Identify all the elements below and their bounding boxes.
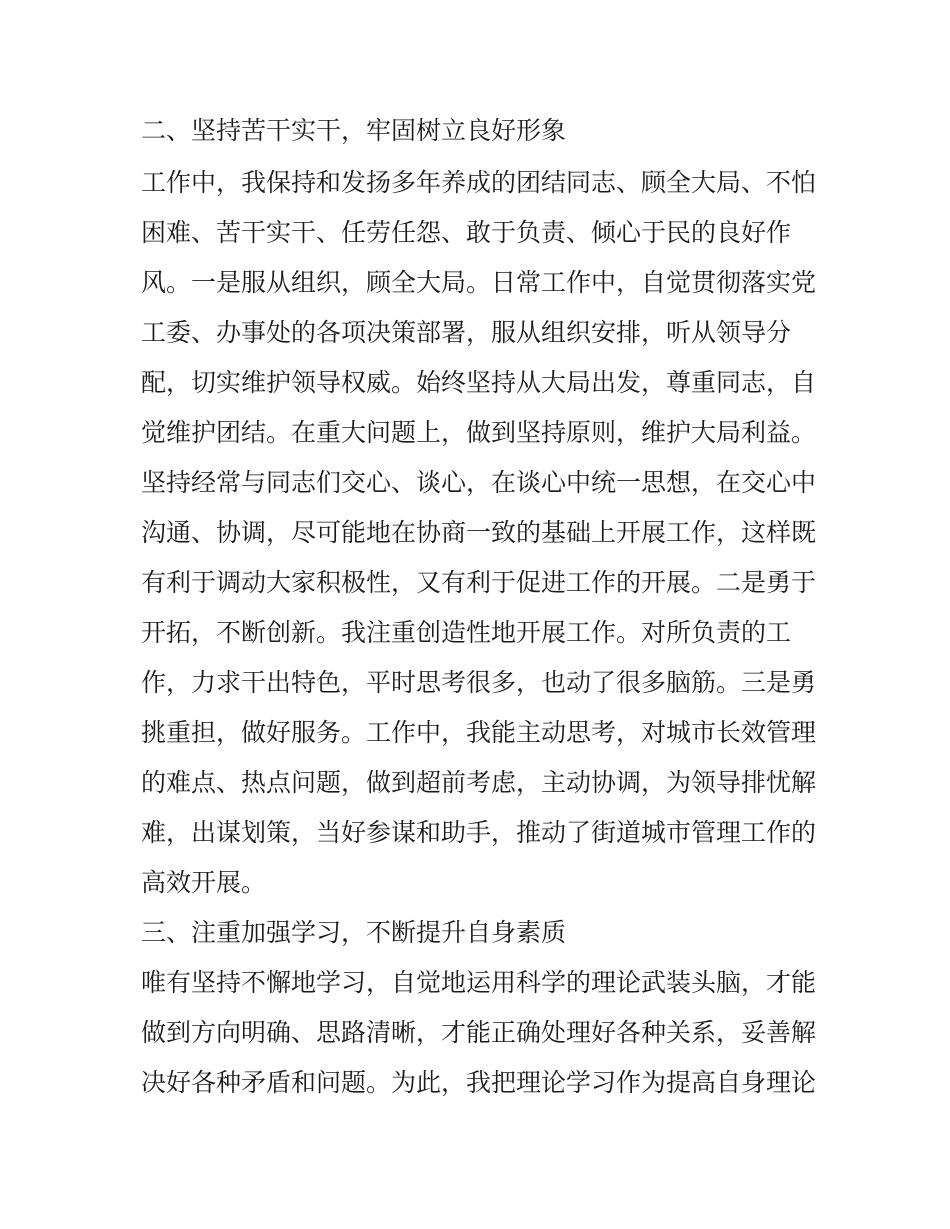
body-text-line: 挑重担，做好服务。工作中，我能主动思考，对城市长效管理 xyxy=(141,718,817,747)
body-text-line: 风。一是服从组织，顾全大局。日常工作中，自觉贯彻落实党 xyxy=(141,268,817,297)
body-text-line: 唯有坚持不懈地学习，自觉地运用科学的理论武装头脑，才能 xyxy=(141,968,817,997)
body-text-line: 工作中，我保持和发扬多年养成的团结同志、顾全大局、不怕 xyxy=(141,168,817,197)
body-text-line: 坚持经常与同志们交心、谈心，在谈心中统一思想，在交心中 xyxy=(141,468,817,497)
body-text-line: 作，力求干出特色，平时思考很多，也动了很多脑筋。三是勇 xyxy=(141,668,817,697)
body-text-line: 高效开展。 xyxy=(141,868,267,897)
body-text-line: 有利于调动大家积极性，又有利于促进工作的开展。二是勇于 xyxy=(141,568,817,597)
body-text-line: 工委、办事处的各项决策部署，服从组织安排，听从领导分 xyxy=(141,318,792,347)
body-text-line: 沟通、协调，尽可能地在协商一致的基础上开展工作，这样既 xyxy=(141,518,817,547)
section-heading-3: 三、注重加强学习，不断提升自身素质 xyxy=(141,918,567,947)
body-text-line: 配，切实维护领导权威。始终坚持从大局出发，尊重同志，自 xyxy=(141,368,817,397)
body-text-line: 难，出谋划策，当好参谋和助手，推动了街道城市管理工作的 xyxy=(141,818,817,847)
body-text-line: 困难、苦干实干、任劳任怨、敢于负责、倾心于民的良好作 xyxy=(141,218,792,247)
body-text-line: 觉维护团结。在重大问题上，做到坚持原则，维护大局利益。 xyxy=(141,418,817,447)
body-text-line: 的难点、热点问题，做到超前考虑，主动协调，为领导排忧解 xyxy=(141,768,817,797)
section-heading-2: 二、坚持苦干实干，牢固树立良好形象 xyxy=(141,116,567,145)
body-text-line: 决好各种矛盾和问题。为此，我把理论学习作为提高自身理论 xyxy=(141,1068,817,1097)
body-text-line: 做到方向明确、思路清晰，才能正确处理好各种关系，妥善解 xyxy=(141,1018,817,1047)
body-text-line: 开拓，不断创新。我注重创造性地开展工作。对所负责的工 xyxy=(141,618,792,647)
